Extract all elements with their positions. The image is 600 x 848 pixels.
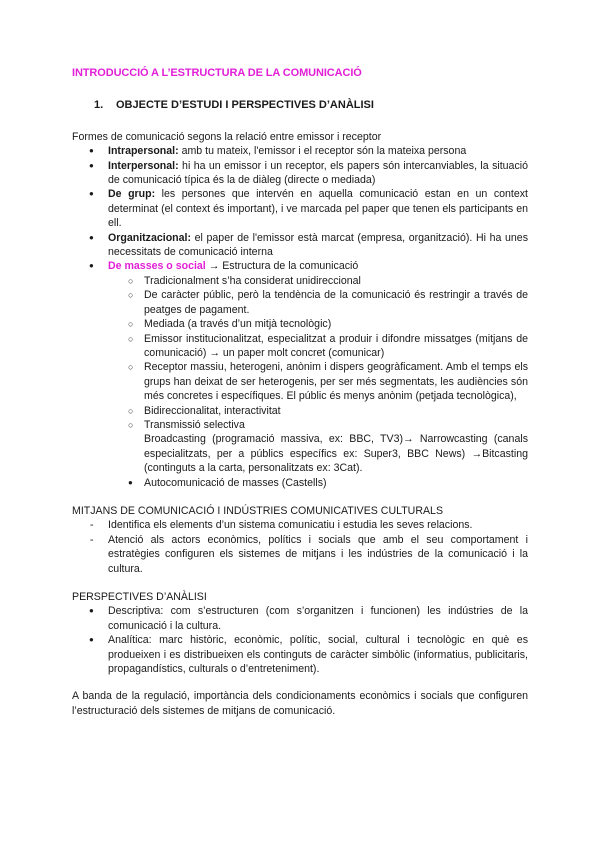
sub-item: ○ Mediada (a través d’un mitjà tecnològic) — [108, 317, 528, 331]
list-item — [72, 144, 528, 158]
sub-item: ○ De caràcter públic, però la tendència de la comunicació és restringir a través de peatges de pagament. — [108, 288, 528, 317]
list-item — [72, 231, 528, 260]
definition: hi ha un emissor i un receptor, els papers són intercanviables, la situació de comunicació típica és la de diàleg (directe o mediada) — [108, 159, 528, 187]
transmission-label: ○ Transmissió selectiva — [144, 418, 245, 431]
sub-item — [108, 418, 528, 476]
term: Interpersonal: — [108, 159, 179, 172]
sub-item: ○ Bidireccionalitat, interactivitat — [108, 404, 528, 418]
term: Intrapersonal: — [108, 145, 179, 158]
sub-item: ● Autocomunicació de masses (Castells) — [108, 476, 528, 490]
sub-item: ○ Tradicionalment s’ha considerat unidireccional — [108, 274, 528, 288]
list-item: ● Analítica: marc històric, econòmic, polític, social, cultural i tecnològic en què es produeixen i es distribueixen els continguts de caràcter simbòlic (informatius, publicitaris, propagandístics, culturals o d’entreteniment). — [72, 633, 528, 676]
definition: amb tu mateix, l'emissor i el receptor són la mateixa persona — [178, 145, 467, 158]
list-item — [72, 259, 528, 490]
term: De grup: — [108, 188, 156, 201]
section-heading — [94, 98, 528, 112]
list-item: ● Descriptiva: com s’estructuren (com s’organitzen i funcionen) les indústries de la comunicació i la cultura. — [72, 604, 528, 633]
forms-list — [72, 144, 528, 490]
highlighted-term: De masses o social — [108, 260, 206, 273]
masses-sublist — [108, 274, 528, 490]
definition: les persones que intervén en aquella comunicació estan en un context determinat (el context és important), i ve marcada pel paper que tenen els participants en ell. — [108, 188, 528, 230]
media-list — [72, 518, 528, 576]
section-number: 1. — [94, 99, 104, 112]
transmission-text: Broadcasting (programació massiva, ex: BBC, TV3)→ Narrowcasting (canals especialitzats, per a públics específics ex: Super3, BBC News) →Bitcasting (continguts a la carta, personalitzats ex: 3Cat). — [144, 433, 528, 475]
forms-intro: Formes de comunicació segons la relació entre emissor i receptor — [72, 130, 382, 143]
document-title: INTRODUCCIÓ A L’ESTRUCTURA DE LA COMUNICACIÓ — [72, 67, 362, 79]
section-title: OBJECTE D’ESTUDI I PERSPECTIVES D’ANÀLISI — [116, 99, 374, 112]
list-item: - Identifica els elements d’un sistema comunicatiu i estudia les seves relacions. — [72, 518, 528, 532]
list-item: - Atenció als actors econòmics, polítics i socials que amb el seu comportament i estratègies configuren els sistemes de mitjans i les indústries de la comunicació i la cultura. — [72, 533, 528, 576]
media-heading: MITJANS DE COMUNICACIÓ I INDÚSTRIES COMUNICATIVES CULTURALS — [72, 504, 444, 517]
perspectives-heading: PERSPECTIVES D’ANÀLISI — [72, 591, 207, 603]
sub-item: ○ Emissor institucionalitzat, especialitzat a produir i difondre missatges (mitjans de comunicació) → un paper molt concret (comunicar) — [108, 332, 528, 361]
document-page — [72, 66, 528, 718]
term: Organitzacional: — [108, 231, 191, 244]
list-item — [72, 187, 528, 230]
list-item — [72, 159, 528, 188]
definition: el paper de l'emissor està marcat (empresa, organització). Hi ha unes necessitats de comunicació interna — [108, 231, 528, 259]
sub-item: ○ Receptor massiu, heterogeni, anònim i dispers geogràficament. Amb el temps els grups han deixat de ser heterogenis, per ser més segmentats, les audiències són més concretes i específiques. El públic és menys anònim (petjada tecnològica), — [108, 360, 528, 403]
perspectives-list — [72, 604, 528, 676]
definition: → Estructura de la comunicació — [205, 260, 359, 273]
closing-paragraph: A banda de la regulació, importància dels condicionaments econòmics i socials que configuren l’estructuració dels sistemes de mitjans de comunicació. — [72, 690, 528, 717]
